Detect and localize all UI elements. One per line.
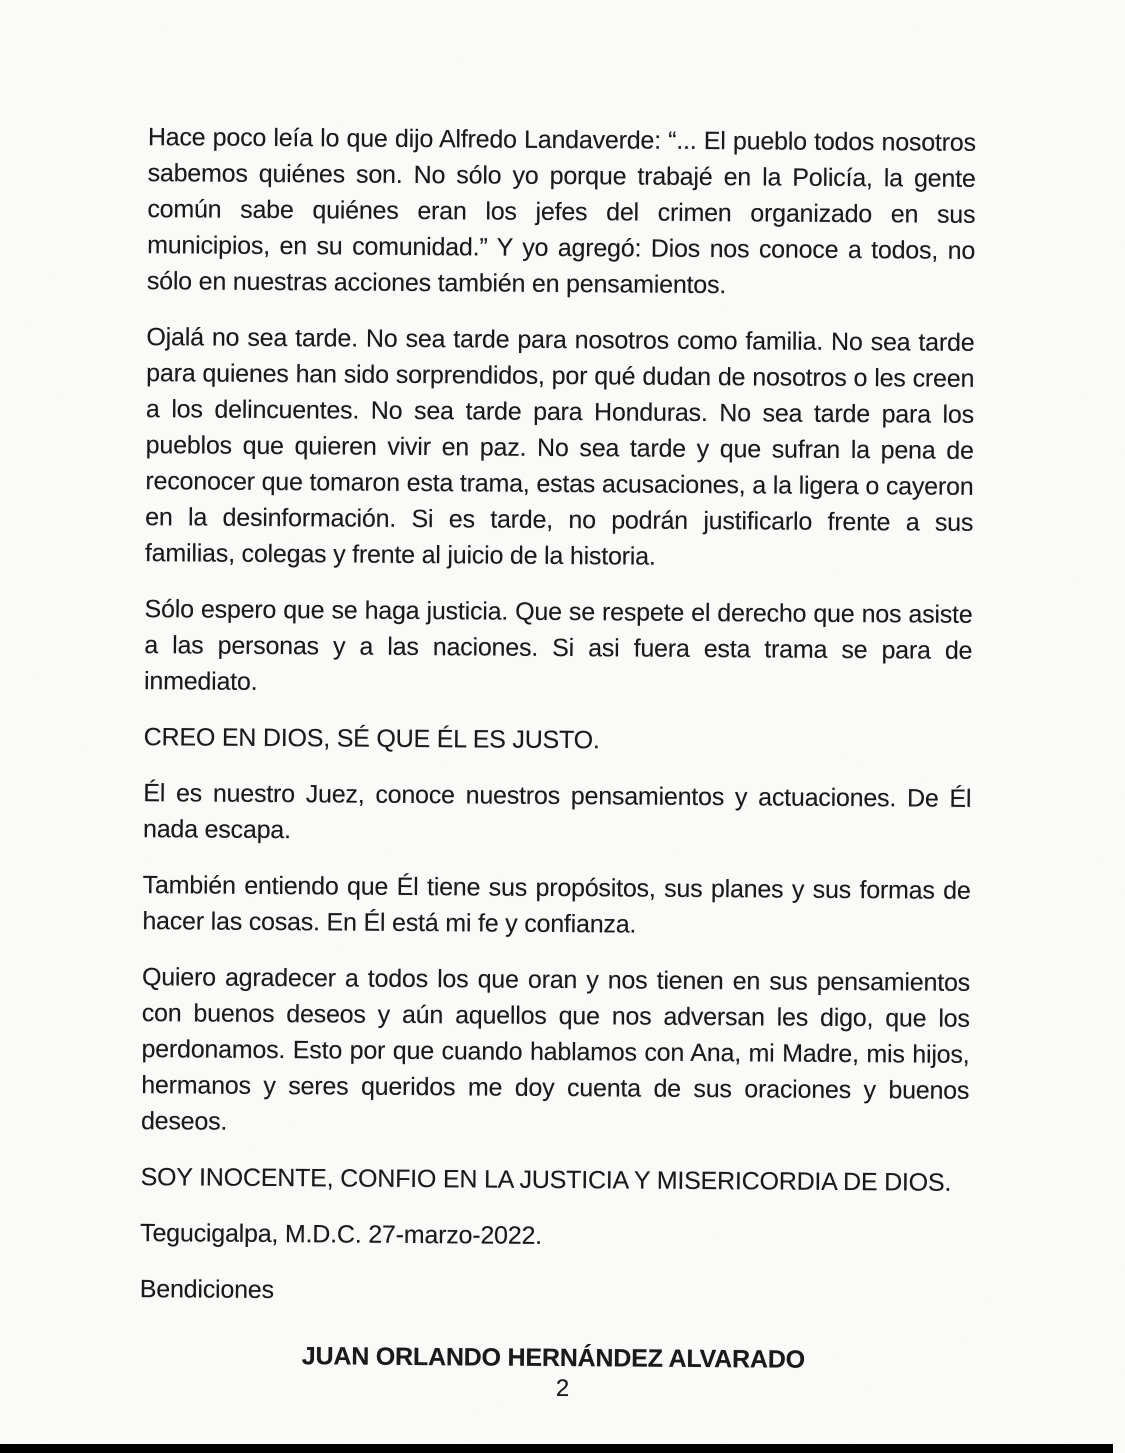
paragraph-bendiciones: Bendiciones xyxy=(139,1275,274,1305)
paragraph-quiero-agradecer: Quiero agradecer a todos los que oran y nos tienen en sus pensamientos con buenos deseos y aún aquellos que nos adversan les digo, que los perdonamos. Esto por que cuando hablamos con Ana, mi Madre, mis hijos, hermanos y seres queridos me doy cuenta de sus oraciones y buenos deseos. xyxy=(140,963,971,1136)
paragraph-ojala-no-sea-tarde: Ojalá no sea tarde. No sea tarde para nosotros como familia. No sea tarde para quienes han sido sorprendidos, por qué dudan de nosotros o les creen a los delincuentes. No sea tarde para Honduras. No sea tarde para los pueblos que quieren vivir en paz. No sea tarde y que sufran la pena de reconocer que tomaron esta trama, estas acusaciones, a la ligera o cayeron en la desinformación. Si es tarde, no podrán justificarlo frente a sus familias, colegas y frente al juicio de la historia. xyxy=(144,323,975,571)
paragraph-dateline: Tegucigalpa, M.D.C. 27-marzo-2022. xyxy=(140,1219,543,1250)
scan-edge-artifact xyxy=(0,1444,1113,1453)
letter-body xyxy=(139,119,976,1379)
paragraph-quote-landaverde: Hace poco leía lo que dijo Alfredo Landaverde: “... El pueblo todos nosotros sabemos quiénes son. No sólo yo porque trabajé en la Policía, la gente común sabe quiénes eran los jefes del crimen organizado en sus municipios, en su comunidad.” Y yo agregó: Dios nos conoce a todos, no sólo en nuestras acciones también en pensamientos. xyxy=(146,123,976,300)
paragraph-solo-espero-justicia: Sólo espero que se haga justicia. Que se respete el derecho que nos asiste a las personas y a las naciones. Si asi fuera esta trama se para de inmediato. xyxy=(143,595,973,696)
paragraph-tambien-entiendo: También entiendo que Él tiene sus propósitos, sus planes y sus formas de hacer las cosas. En Él está mi fe y confianza. xyxy=(142,871,971,939)
paragraph-creo-en-dios: CREO EN DIOS, SÉ QUE ÉL ES JUSTO. xyxy=(143,723,600,755)
paragraph-el-es-nuestro-juez: Él es nuestro Juez, conoce nuestros pensamientos y actuaciones. De Él nada escapa. xyxy=(142,779,972,845)
page-number: 2 xyxy=(555,1375,570,1402)
signature-name: JUAN ORLANDO HERNÁNDEZ ALVARADO xyxy=(301,1342,805,1374)
paragraph-soy-inocente: SOY INOCENTE, CONFIO EN LA JUSTICIA Y MISERICORDIA DE DIOS. xyxy=(140,1163,952,1197)
